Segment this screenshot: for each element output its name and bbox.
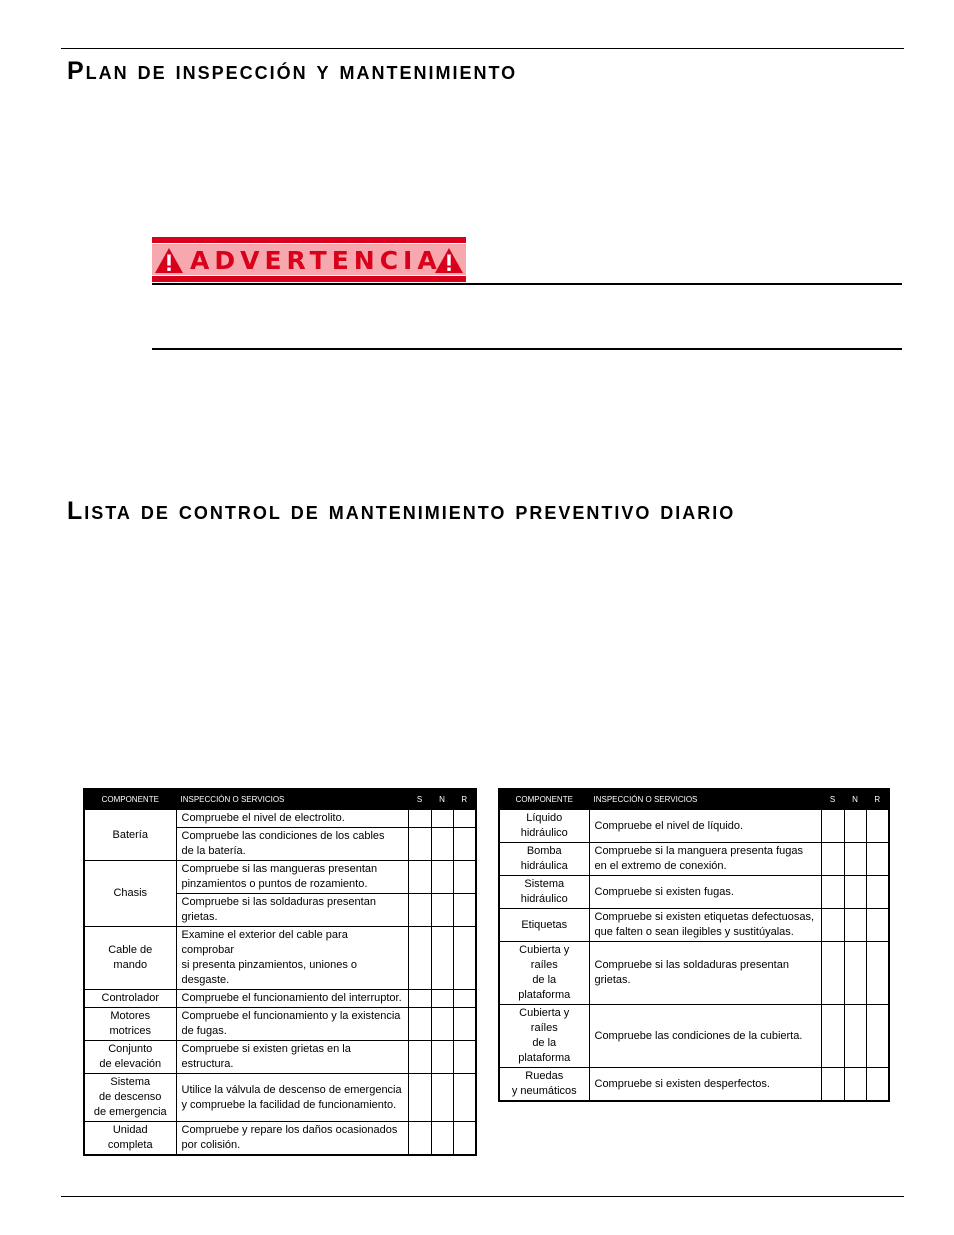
table-row — [499, 909, 889, 942]
checklist-table-left — [83, 788, 477, 1156]
col-header-r: R — [866, 789, 889, 810]
check-cell-n[interactable] — [431, 1041, 453, 1074]
top-rule — [61, 48, 904, 49]
check-cell-s[interactable] — [821, 1068, 844, 1102]
table-row — [84, 990, 476, 1008]
table-row — [84, 810, 476, 828]
inspection-cell: Utilice la válvula de descenso de emergencia y compruebe la facilidad de funcionamiento. — [176, 1074, 408, 1122]
inspection-cell: Compruebe si la manguera presenta fugas en el extremo de conexión. — [589, 843, 821, 876]
col-header-component: COMPONENTE — [84, 789, 176, 810]
component-cell: Controlador — [84, 990, 176, 1008]
check-cell-r[interactable] — [866, 942, 889, 1005]
table-row — [499, 876, 889, 909]
component-cell: Conjunto de elevación — [84, 1041, 176, 1074]
table-row — [84, 927, 476, 990]
component-cell: Cubierta y raíles de la plataforma — [499, 942, 589, 1005]
component-cell: Ruedas y neumáticos — [499, 1068, 589, 1102]
check-cell-n[interactable] — [431, 894, 453, 927]
table-row — [84, 861, 476, 894]
check-cell-r[interactable] — [866, 876, 889, 909]
col-header-s: S — [821, 789, 844, 810]
component-cell: Unidad completa — [84, 1122, 176, 1156]
inspection-cell: Compruebe si las soldaduras presentan grietas. — [176, 894, 408, 927]
warning-label: ADVERTENCIA — [190, 246, 442, 275]
col-header-n: N — [431, 789, 453, 810]
col-header-s: S — [408, 789, 431, 810]
table-row — [84, 1041, 476, 1074]
col-header-component: COMPONENTE — [499, 789, 589, 810]
inspection-cell: Compruebe si existen fugas. — [589, 876, 821, 909]
check-cell-n[interactable] — [431, 1008, 453, 1041]
check-cell-r[interactable] — [453, 1041, 476, 1074]
inspection-cell: Compruebe si las soldaduras presentan grietas. — [589, 942, 821, 1005]
col-header-n: N — [844, 789, 866, 810]
check-cell-n[interactable] — [844, 810, 866, 843]
section-title-daily-checklist: Lista de control de mantenimiento preventivo diario — [67, 497, 736, 525]
inspection-cell: Compruebe el nivel de electrolito. — [176, 810, 408, 828]
component-cell: Bomba hidráulica — [499, 843, 589, 876]
check-cell-n[interactable] — [431, 990, 453, 1008]
check-cell-n[interactable] — [431, 1122, 453, 1156]
check-cell-s[interactable] — [821, 810, 844, 843]
inspection-cell: Compruebe si existen etiquetas defectuosas, que falten o sean ilegibles y sustitúyalas. — [589, 909, 821, 942]
table-row — [84, 1122, 476, 1156]
check-cell-n[interactable] — [844, 1005, 866, 1068]
table-row — [84, 1074, 476, 1122]
check-cell-s[interactable] — [408, 1122, 431, 1156]
check-cell-s[interactable] — [408, 990, 431, 1008]
check-cell-s[interactable] — [821, 876, 844, 909]
col-header-r: R — [453, 789, 476, 810]
check-cell-n[interactable] — [844, 876, 866, 909]
warning-banner — [152, 237, 466, 282]
table-row — [499, 843, 889, 876]
inspection-cell: Compruebe el funcionamiento del interruptor. — [176, 990, 408, 1008]
table-header-row — [499, 789, 889, 810]
inspection-cell: Compruebe y repare los daños ocasionados por colisión. — [176, 1122, 408, 1156]
component-cell: Chasis — [84, 861, 176, 927]
check-cell-s[interactable] — [408, 894, 431, 927]
component-cell: Sistema hidráulico — [499, 876, 589, 909]
warning-rule-bottom — [152, 348, 902, 350]
check-cell-r[interactable] — [453, 1122, 476, 1156]
component-cell: Etiquetas — [499, 909, 589, 942]
table-row — [499, 942, 889, 1005]
check-cell-s[interactable] — [821, 843, 844, 876]
table-row — [84, 1008, 476, 1041]
check-cell-r[interactable] — [453, 927, 476, 990]
check-cell-r[interactable] — [453, 810, 476, 828]
check-cell-n[interactable] — [431, 1074, 453, 1122]
check-cell-n[interactable] — [844, 843, 866, 876]
inspection-cell: Compruebe el nivel de líquido. — [589, 810, 821, 843]
check-cell-r[interactable] — [866, 909, 889, 942]
check-cell-n[interactable] — [431, 927, 453, 990]
section-title-inspection-plan: Plan de inspección y mantenimiento — [67, 57, 518, 85]
inspection-cell: Compruebe si existen desperfectos. — [589, 1068, 821, 1102]
check-cell-s[interactable] — [408, 1008, 431, 1041]
check-cell-r[interactable] — [453, 861, 476, 894]
checklist-table-right — [498, 788, 890, 1102]
inspection-cell: Compruebe las condiciones de los cables de la batería. — [176, 828, 408, 861]
inspection-cell: Compruebe si existen grietas en la estructura. — [176, 1041, 408, 1074]
check-cell-s[interactable] — [408, 861, 431, 894]
check-cell-r[interactable] — [866, 1005, 889, 1068]
check-cell-s[interactable] — [408, 810, 431, 828]
table-header-row — [84, 789, 476, 810]
component-cell: Cable de mando — [84, 927, 176, 990]
check-cell-n[interactable] — [431, 810, 453, 828]
check-cell-n[interactable] — [844, 1068, 866, 1102]
inspection-cell: Examine el exterior del cable para comprobar si presenta pinzamientos, uniones o desgaste. — [176, 927, 408, 990]
col-header-inspection: INSPECCIÓN O SERVICIOS — [176, 789, 408, 810]
check-cell-r[interactable] — [866, 843, 889, 876]
component-cell: Líquido hidráulico — [499, 810, 589, 843]
col-header-inspection: INSPECCIÓN O SERVICIOS — [589, 789, 821, 810]
check-cell-r[interactable] — [866, 810, 889, 843]
table-row — [499, 1005, 889, 1068]
check-cell-s[interactable] — [408, 927, 431, 990]
check-cell-s[interactable] — [408, 828, 431, 861]
check-cell-s[interactable] — [821, 942, 844, 1005]
check-cell-r[interactable] — [453, 894, 476, 927]
check-cell-n[interactable] — [431, 828, 453, 861]
check-cell-r[interactable] — [453, 828, 476, 861]
table-row — [499, 1068, 889, 1102]
check-cell-s[interactable] — [821, 909, 844, 942]
component-cell: Batería — [84, 810, 176, 861]
inspection-cell: Compruebe si las mangueras presentan pinzamientos o puntos de rozamiento. — [176, 861, 408, 894]
check-cell-n[interactable] — [844, 942, 866, 1005]
component-cell: Cubierta y raíles de la plataforma — [499, 1005, 589, 1068]
check-cell-s[interactable] — [408, 1074, 431, 1122]
check-cell-r[interactable] — [453, 1008, 476, 1041]
warning-rule-top — [152, 283, 902, 285]
component-cell: Sistema de descenso de emergencia — [84, 1074, 176, 1122]
warning-triangle-right-icon — [434, 247, 464, 274]
check-cell-r[interactable] — [453, 990, 476, 1008]
check-cell-r[interactable] — [453, 1074, 476, 1122]
check-cell-n[interactable] — [844, 909, 866, 942]
check-cell-r[interactable] — [866, 1068, 889, 1102]
check-cell-s[interactable] — [408, 1041, 431, 1074]
warning-triangle-left-icon — [154, 247, 184, 274]
check-cell-n[interactable] — [431, 861, 453, 894]
inspection-cell: Compruebe las condiciones de la cubierta. — [589, 1005, 821, 1068]
inspection-cell: Compruebe el funcionamiento y la existencia de fugas. — [176, 1008, 408, 1041]
bottom-rule — [61, 1196, 904, 1197]
check-cell-s[interactable] — [821, 1005, 844, 1068]
table-row — [499, 810, 889, 843]
component-cell: Motores motrices — [84, 1008, 176, 1041]
